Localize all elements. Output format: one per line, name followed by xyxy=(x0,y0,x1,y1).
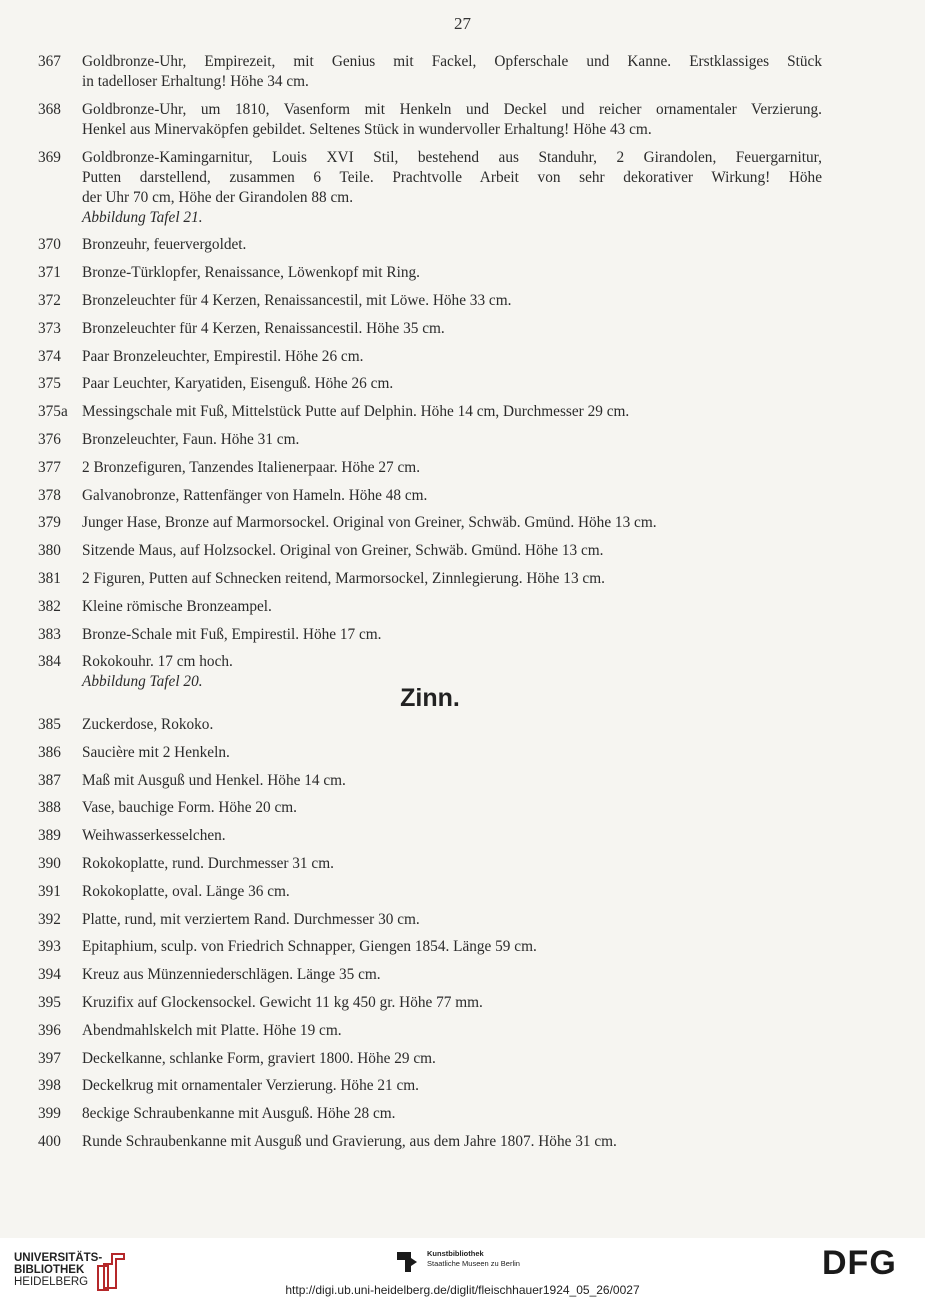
catalog-entry xyxy=(0,402,925,422)
entry-number: 399 xyxy=(38,1105,61,1123)
kb-name-line2: Staatliche Museen zu Berlin xyxy=(427,1259,520,1268)
entry-text-line: Bronzeleuchter für 4 Kerzen, Renaissancestil, mit Löwe. Höhe 33 cm. xyxy=(82,291,512,309)
entry-number: 376 xyxy=(38,430,61,448)
entry-number: 388 xyxy=(38,799,61,817)
entry-number: 396 xyxy=(38,1021,61,1039)
entry-number: 383 xyxy=(38,625,61,643)
entry-number: 372 xyxy=(38,291,61,309)
entry-description xyxy=(82,937,822,957)
entry-text-line: Deckelkrug mit ornamentaler Verzierung. Höhe 21 cm. xyxy=(82,1077,419,1095)
catalog-entry xyxy=(0,771,925,791)
entry-description xyxy=(82,771,822,791)
catalog-entry xyxy=(0,715,925,735)
page-footer xyxy=(0,1238,925,1301)
entry-text-line: Platte, rund, mit verziertem Rand. Durchmesser 30 cm. xyxy=(82,910,420,928)
entry-number: 384 xyxy=(38,653,61,671)
catalog-entry xyxy=(0,374,925,394)
section-heading-zinn: Zinn. xyxy=(400,684,460,712)
entry-number: 390 xyxy=(38,854,61,872)
entry-description xyxy=(82,347,822,367)
catalog-entry xyxy=(0,597,925,617)
entry-number: 371 xyxy=(38,264,61,282)
entry-text-line: Bronze-Türklopfer, Renaissance, Löwenkopf mit Ring. xyxy=(82,264,420,282)
entry-description xyxy=(82,798,822,818)
entry-text-line: Kleine römische Bronzeampel. xyxy=(82,597,272,615)
catalog-entry xyxy=(0,854,925,874)
entry-description xyxy=(82,910,822,930)
entry-number: 397 xyxy=(38,1049,61,1067)
entry-description xyxy=(82,291,822,311)
catalog-entry xyxy=(0,100,925,140)
entry-number: 380 xyxy=(38,542,61,560)
kb-name-line1: Kunstbibliothek xyxy=(427,1249,484,1258)
entry-text-line: Henkel aus Minervaköpfen gebildet. Seltenes Stück in wundervoller Erhaltung! Höhe 43 cm. xyxy=(82,120,652,138)
entry-number: 395 xyxy=(38,993,61,1011)
entry-text-line: Messingschale mit Fuß, Mittelstück Putte auf Delphin. Höhe 14 cm, Durchmesser 29 cm. xyxy=(82,403,630,421)
entry-text-line: Junger Hase, Bronze auf Marmorsockel. Original von Greiner, Schwäb. Gmünd. Höhe 13 cm. xyxy=(82,514,657,532)
entry-text-line: Galvanobronze, Rattenfänger von Hameln. Höhe 48 cm. xyxy=(82,486,428,504)
entry-number: 387 xyxy=(38,771,61,789)
catalog-entry xyxy=(0,458,925,478)
entry-description xyxy=(82,430,822,450)
entry-description xyxy=(82,148,822,228)
entry-description xyxy=(82,715,822,735)
catalog-entry xyxy=(0,910,925,930)
catalog-entry xyxy=(0,965,925,985)
entry-number: 369 xyxy=(38,148,61,166)
entry-text-line: Deckelkanne, schlanke Form, graviert 1800. Höhe 29 cm. xyxy=(82,1049,436,1067)
entry-text-line: Rokokouhr. 17 cm hoch. xyxy=(82,653,233,671)
entry-text-line: Sitzende Maus, auf Holzsockel. Original von Greiner, Schwäb. Gmünd. Höhe 13 cm. xyxy=(82,542,604,560)
entry-number: 391 xyxy=(38,882,61,900)
catalog-entry xyxy=(0,486,925,506)
entry-text-line: Bronzeuhr, feuervergoldet. xyxy=(82,236,247,254)
entry-text-line: 2 Bronzefiguren, Tanzendes Italienerpaar. Höhe 27 cm. xyxy=(82,458,421,476)
entry-number: 394 xyxy=(38,966,61,984)
entry-description xyxy=(82,541,822,561)
entry-description xyxy=(82,1049,822,1069)
entry-number: 385 xyxy=(38,716,61,733)
entry-number: 367 xyxy=(38,53,61,70)
entry-text-line: 8eckige Schraubenkanne mit Ausguß. Höhe 28 cm. xyxy=(82,1105,396,1123)
catalog-entry xyxy=(0,743,925,763)
uni-name-line3: HEIDELBERG xyxy=(14,1276,89,1288)
entry-text-line: Rokokoplatte, rund. Durchmesser 31 cm. xyxy=(82,854,334,872)
catalog-entry xyxy=(0,430,925,450)
catalog-entry xyxy=(0,235,925,255)
entry-text-line: Bronzeleuchter für 4 Kerzen, Renaissancestil. Höhe 35 cm. xyxy=(82,319,445,337)
catalog-entry xyxy=(0,937,925,957)
catalog-entry xyxy=(0,798,925,818)
entry-number: 382 xyxy=(38,597,61,615)
uni-name-line1: UNIVERSITÄTS- xyxy=(14,1252,103,1264)
plate-reference: Abbildung Tafel 21. xyxy=(82,208,203,226)
catalog-entry xyxy=(0,52,925,92)
entry-number: 398 xyxy=(38,1077,61,1095)
entry-text-line: Kruzifix auf Glockensockel. Gewicht 11 kg 450 gr. Höhe 77 mm. xyxy=(82,993,483,1011)
entry-number: 392 xyxy=(38,910,61,928)
entry-number: 368 xyxy=(38,100,61,118)
entry-text-line: Paar Bronzeleuchter, Empirestil. Höhe 26 cm. xyxy=(82,347,364,365)
dfg-logo[interactable]: DFG xyxy=(822,1244,897,1282)
entry-text-line: Maß mit Ausguß und Henkel. Höhe 14 cm. xyxy=(82,771,346,789)
entry-text-line: Epitaphium, sculp. von Friedrich Schnapper, Giengen 1854. Länge 59 cm. xyxy=(82,938,537,956)
entry-number: 389 xyxy=(38,827,61,845)
entry-description xyxy=(82,965,822,985)
entry-description xyxy=(82,100,822,140)
catalog-entry xyxy=(0,993,925,1013)
entry-text-line: Putten darstellend, zusammen 6 Teile. Prachtvolle Arbeit von sehr dekorativer Wirkung! Höhe xyxy=(82,168,822,186)
entry-number: 374 xyxy=(38,347,61,365)
entry-text-line: Goldbronze-Uhr, Empirezeit, mit Genius mit Fackel, Opferschale und Kanne. Erstklassiges Stück xyxy=(82,53,822,70)
entry-text-line: Goldbronze-Uhr, um 1810, Vasenform mit Henkeln und Deckel und reicher ornamentaler Verzierung. xyxy=(82,100,822,118)
entry-description xyxy=(82,1132,822,1152)
entry-text-line: Vase, bauchige Form. Höhe 20 cm. xyxy=(82,799,297,817)
entry-text-line: Zuckerdose, Rokoko. xyxy=(82,716,214,733)
entry-number: 386 xyxy=(38,743,61,761)
entry-description xyxy=(82,1076,822,1096)
entry-text-line: Paar Leuchter, Karyatiden, Eisenguß. Höhe 26 cm. xyxy=(82,375,394,393)
entry-description xyxy=(82,235,822,255)
entry-text-line: Abendmahlskelch mit Platte. Höhe 19 cm. xyxy=(82,1021,342,1039)
catalog-entry xyxy=(0,569,925,589)
catalog-entry xyxy=(0,625,925,645)
entry-description xyxy=(82,826,822,846)
catalog-entries-bronze xyxy=(0,52,925,692)
entry-text-line: Weihwasserkesselchen. xyxy=(82,827,226,845)
entry-description xyxy=(82,569,822,589)
entry-number: 375 xyxy=(38,375,61,393)
entry-description xyxy=(82,625,822,645)
entry-number: 381 xyxy=(38,569,61,587)
entry-text-line: Kreuz aus Münzenniederschlägen. Länge 35 cm. xyxy=(82,966,381,984)
entry-description xyxy=(82,1104,822,1124)
entry-text-line: Saucière mit 2 Henkeln. xyxy=(82,743,230,761)
entry-description xyxy=(82,993,822,1013)
entry-text-line: Runde Schraubenkanne mit Ausguß und Gravierung, aus dem Jahre 1807. Höhe 31 cm. xyxy=(82,1132,617,1150)
catalog-entry xyxy=(0,541,925,561)
entry-description xyxy=(82,263,822,283)
entry-number: 379 xyxy=(38,514,61,532)
catalog-entry xyxy=(0,291,925,311)
entry-description xyxy=(82,402,822,422)
uni-name-line2: BIBLIOTHEK xyxy=(14,1264,85,1276)
source-url-link[interactable]: http://digi.ub.uni-heidelberg.de/diglit/fleischhauer1924_05_26/0027 xyxy=(285,1283,640,1297)
entry-number: 400 xyxy=(38,1132,61,1150)
catalog-entry xyxy=(0,1132,925,1152)
entry-description xyxy=(82,1021,822,1041)
entry-description xyxy=(82,374,822,394)
kunstbibliothek-name xyxy=(427,1249,520,1269)
entry-text-line: Bronze-Schale mit Fuß, Empirestil. Höhe 17 cm. xyxy=(82,625,382,643)
catalog-entry xyxy=(0,1104,925,1124)
entry-description xyxy=(82,743,822,763)
catalog-entry xyxy=(0,882,925,902)
page-number: 27 xyxy=(454,14,471,33)
entry-text-line: in tadelloser Erhaltung! Höhe 34 cm. xyxy=(82,73,309,90)
entry-number: 378 xyxy=(38,486,61,504)
catalog-entries-zinn xyxy=(0,715,925,1152)
entry-number: 373 xyxy=(38,319,61,337)
catalog-entry xyxy=(0,1021,925,1041)
entry-text-line: der Uhr 70 cm, Höhe der Girandolen 88 cm. xyxy=(82,188,354,206)
entry-description xyxy=(82,52,822,92)
entry-description xyxy=(82,486,822,506)
entry-description xyxy=(82,882,822,902)
catalog-entry xyxy=(0,513,925,533)
entry-number: 375a xyxy=(38,403,68,421)
catalog-entry xyxy=(0,148,925,228)
entry-text-line: Bronzeleuchter, Faun. Höhe 31 cm. xyxy=(82,430,300,448)
catalog-entry xyxy=(0,347,925,367)
entry-text-line: Goldbronze-Kamingarnitur, Louis XVI Stil, bestehend aus Standuhr, 2 Girandolen, Feuergarnitur, xyxy=(82,148,822,166)
entry-number: 377 xyxy=(38,458,61,476)
catalog-entry xyxy=(0,826,925,846)
plate-reference: Abbildung Tafel 20. xyxy=(82,673,203,691)
catalog-entry xyxy=(0,1076,925,1096)
entry-description xyxy=(82,597,822,617)
entry-text-line: Rokokoplatte, oval. Länge 36 cm. xyxy=(82,882,290,900)
entry-description xyxy=(82,458,822,478)
entry-number: 393 xyxy=(38,938,61,956)
catalog-entry xyxy=(0,263,925,283)
entry-description xyxy=(82,854,822,874)
kunstbibliothek-logo[interactable] xyxy=(395,1248,520,1279)
entry-text-line: 2 Figuren, Putten auf Schnecken reitend, Marmorsockel, Zinnlegierung. Höhe 13 cm. xyxy=(82,569,605,587)
entry-number: 370 xyxy=(38,236,61,254)
entry-description xyxy=(82,513,822,533)
kunstbibliothek-icon xyxy=(395,1248,421,1274)
catalog-entry xyxy=(0,1049,925,1069)
catalog-entry xyxy=(0,319,925,339)
entry-description xyxy=(82,319,822,339)
